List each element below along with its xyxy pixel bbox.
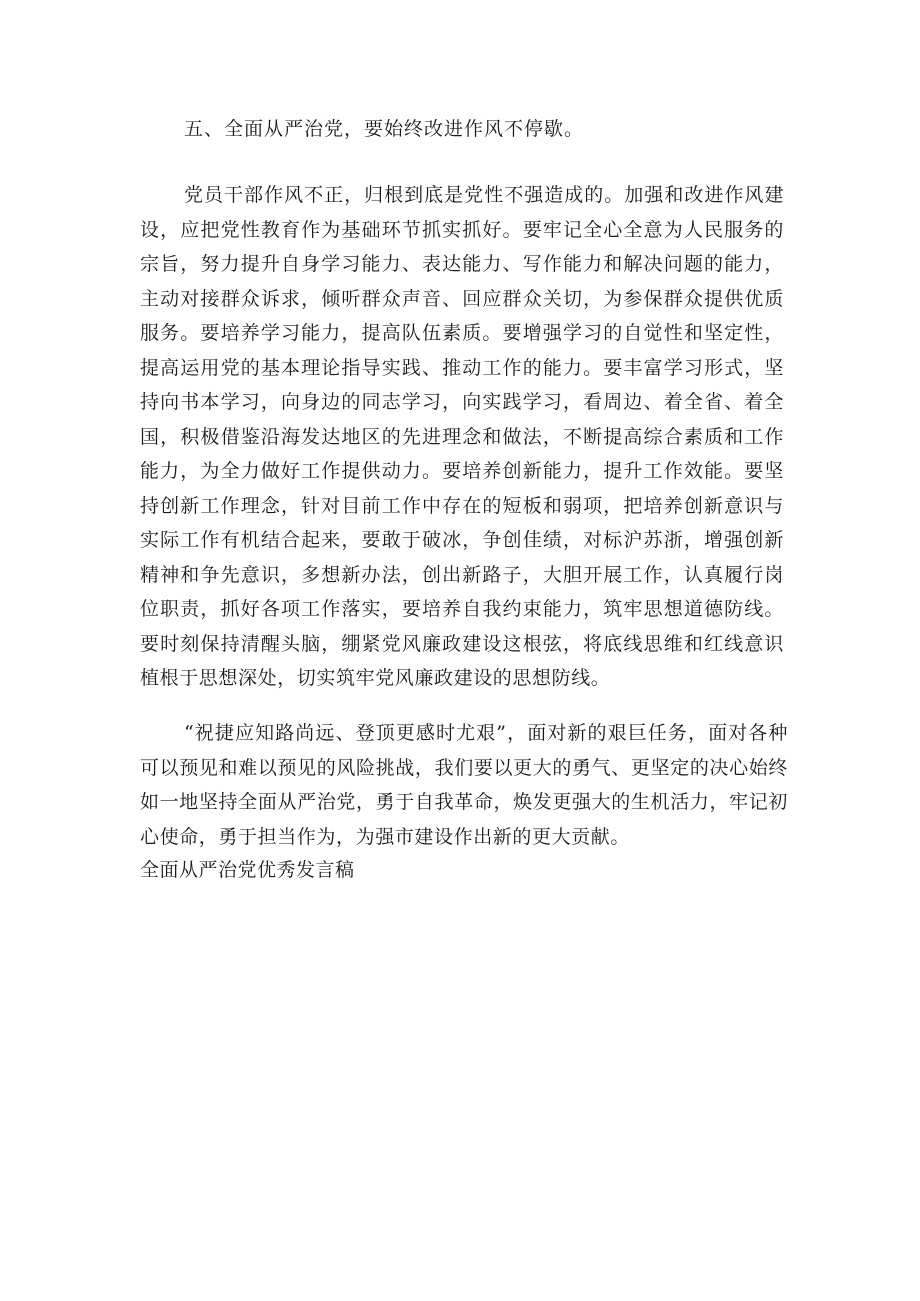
document-title-footer: 全面从严治党优秀发言稿 — [140, 859, 355, 881]
body-paragraph-work-style: 党员干部作风不正，归根到底是党性不强造成的。加强和改进作风建设，应把党性教育作为基础环节抓实抓好。要牢记全心全意为人民服务的宗旨，努力提升自身学习能力、表达能力、写作能力和解决问题的能力，主动对接群众诉求，倾听群众声音、回应群众关切，为参保群众提供优质服务。要培养学习能力，提高队伍素质。要增强学习的自觉性和坚定性，提高运用党的基本理论指导实践、推动工作的能力。要丰富学习形式，坚持向书本学习，向身边的同志学习，向实践学习，看周边、着全省、着全国，积极借鉴沿海发达地区的先进理念和做法，不断提高综合素质和工作能力，为全力做好工作提供动力。要培养创新能力，提升工作效能。要坚持创新工作理念，针对目前工作中存在的短板和弱项，把培养创新意识与实际工作有机结合起来，要敢于破冰，争创佳绩，对标沪苏浙，增强创新精神和争先意识，多想新办法，创出新路子，大胆开展工作，认真履行岗位职责，抓好各项工作落实，要培养自我约束能力，筑牢思想道德防线。要时刻保持清醒头脑，绷紧党风廉政建设这根弦，将底线思维和红线意识植根于思想深处，切实筑牢党风廉政建设的思想防线。 — [140, 184, 784, 689]
body-paragraph-conclusion: “祝捷应知路尚远、登顶更感时尤艰”，面对新的艰巨任务，面对各种可以预见和难以预见的风险挑战，我们要以更大的勇气、更坚定的决心始终如一地坚持全面从严治党，勇于自我革命，焕发更强大的生机活力，牢记初心使命，勇于担当作为，为强市建设作出新的更大贡献。 — [140, 722, 788, 848]
section-heading: 五、全面从严治党，要始终改进作风不停歇。 — [184, 118, 585, 140]
